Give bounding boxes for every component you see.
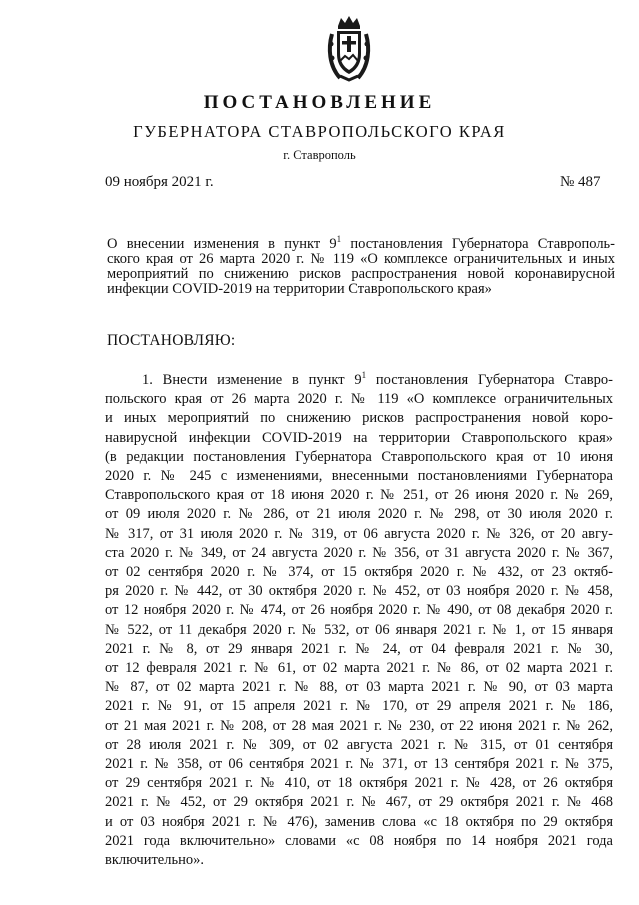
city-of-issue: г. Ставрополь [283, 148, 356, 162]
body-line: 2021 года включительно» словами «с 08 ноября по 14 ноября 2021 года [105, 832, 613, 849]
body-line: № 87, от 02 марта 2021 г. № 88, от 03 марта 2021 г. № 90, от 03 марта [105, 679, 613, 696]
document-type-title: ПОСТАНОВЛЕНИЕ [203, 92, 436, 113]
body-line: № 522, от 11 декабря 2020 г. № 532, от 06 января 2021 г. № 1, от 15 января [105, 621, 613, 638]
body-line: от 12 февраля 2021 г. № 61, от 02 марта 2021 г. № 86, от 02 марта 2021 г. [105, 660, 613, 677]
body-line: и иных мероприятий по снижению рисков распространения новой коро- [105, 410, 613, 427]
body-line: от 21 мая 2021 г. № 208, от 28 мая 2021 г. № 230, от 22 июня 2021 г. № 262, [105, 717, 613, 734]
document-subject [107, 234, 615, 297]
body-line: навирусной инфекции COVID-2019 на территории Ставропольского края» [105, 429, 613, 446]
subject-line: О внесении изменения в пункт $9^1$ постановления Губернатора Ставрополь- [107, 234, 615, 252]
body-line: 2021 г. № 91, от 15 апреля 2021 г. № 170, от 29 апреля 2021 г. № 186, [105, 698, 613, 715]
body-line: ста 2020 г. № 349, от 24 августа 2020 г. № 356, от 31 августа 2020 г. № 367, [105, 544, 613, 561]
body-line: (в редакции постановления Губернатора Ставропольского края от 10 июня [105, 448, 613, 465]
body-line: 1. Внести изменение в пункт $9^1$ постановления Губернатора Ставро- [142, 370, 613, 388]
body-line: польского края от 26 марта 2020 г. № 119 «О комплексе ограничительных [105, 391, 613, 408]
body-line: 2021 г. № 8, от 29 января 2021 г. № 24, от 04 февраля 2021 г. № 30, [105, 640, 613, 657]
body-line: от 09 июля 2020 г. № 286, от 21 июля 2020 г. № 298, от 30 июля 2020 г. [105, 506, 613, 523]
body-line: включительно». [105, 852, 204, 869]
body-line: от 28 июля 2021 г. № 309, от 02 августа 2021 г. № 315, от 01 сентября [105, 736, 613, 753]
body-line: от 29 сентября 2021 г. № 410, от 18 октября 2021 г. № 428, от 26 октября [105, 775, 613, 792]
body-line: и от 03 ноября 2021 г. № 476), заменив слова «с 18 октября по 29 октября [105, 813, 613, 830]
document-number: № 487 [560, 174, 601, 190]
body-line: 2021 г. № 358, от 06 сентября 2021 г. № 371, от 13 сентября 2021 г. № 375, [105, 756, 613, 773]
decree-word: ПОСТАНОВЛЯЮ: [107, 332, 236, 349]
issuing-authority: ГУБЕРНАТОРА СТАВРОПОЛЬСКОГО КРАЯ [133, 122, 506, 141]
subject-line: мероприятий по снижению рисков распространения новой коронавирусной [107, 266, 615, 282]
body-line: ря 2020 г. № 442, от 30 октября 2020 г. № 452, от 03 ноября 2020 г. № 458, [105, 583, 613, 600]
body-line: 2020 г. № 245 с изменениями, внесенными постановлениями Губернатора [105, 468, 613, 485]
body-line: 2021 г. № 452, от 29 октября 2021 г. № 467, от 29 октября 2021 г. № 468 [105, 794, 613, 811]
body-line: № 317, от 31 июля 2020 г. № 319, от 06 августа 2020 г. № 326, от 20 авгу- [105, 525, 613, 542]
coat-of-arms-icon [326, 14, 372, 84]
subject-line: инфекции COVID-2019 на территории Ставропольского края» [107, 281, 492, 297]
body-line: от 12 ноября 2020 г. № 474, от 26 ноября 2020 г. № 490, от 08 декабря 2020 г. [105, 602, 613, 619]
body-line: от 02 сентября 2020 г. № 374, от 15 октября 2020 г. № 432, от 23 октяб- [105, 564, 613, 581]
body-line: Ставропольского края от 18 июня 2020 г. № 251, от 26 июня 2020 г. № 269, [105, 487, 613, 504]
document-body [105, 371, 613, 870]
document-date: 09 ноября 2021 г. [105, 174, 214, 190]
subject-line: ского края от 26 марта 2020 г. № 119 «О комплексе ограничительных и иных [107, 251, 615, 267]
